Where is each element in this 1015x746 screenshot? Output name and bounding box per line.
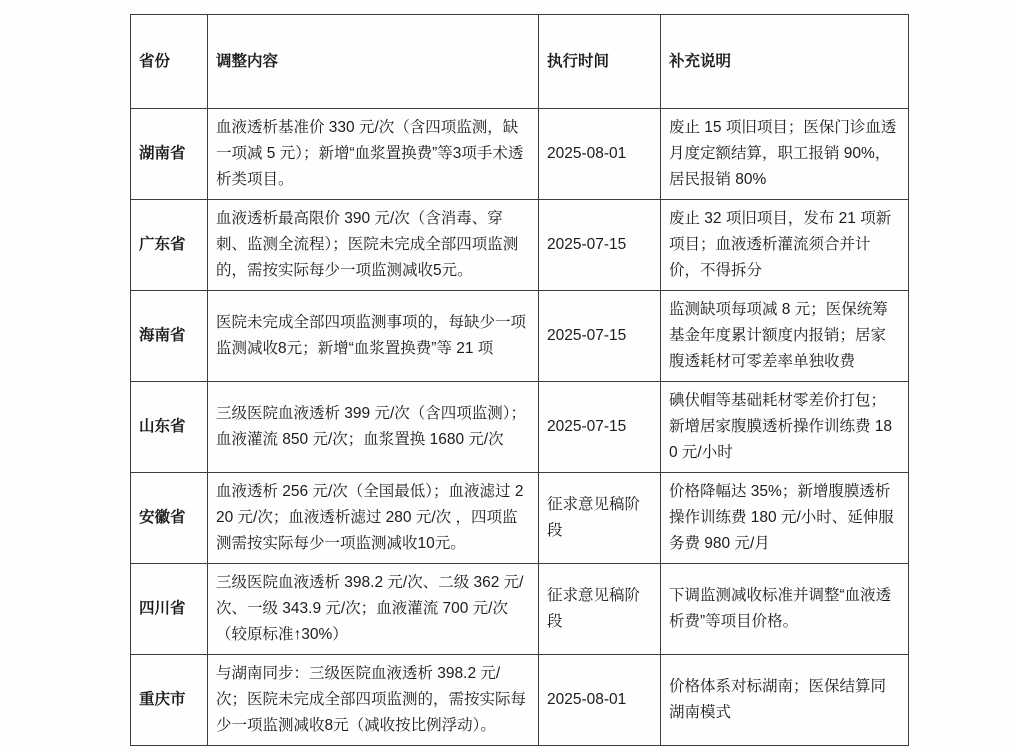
cell-adjustment: 血液透析基准价 330 元/次（含四项监测，缺一项减 5 元）；新增“血浆置换费”等3项手术透析类项目。 [208,109,539,200]
cell-province: 四川省 [131,564,208,655]
cell-time: 2025-07-15 [539,382,661,473]
header-notes: 补充说明 [661,15,909,109]
cell-notes: 价格降幅达 35%；新增腹膜透析操作训练费 180 元/小时、延伸服务费 980 元/月 [661,473,909,564]
cell-province: 海南省 [131,291,208,382]
cell-adjustment: 血液透析 256 元/次（全国最低）；血液滤过 220 元/次；血液透析滤过 280 元/次 ，四项监测需按实际每少一项监测减收10元。 [208,473,539,564]
cell-province: 山东省 [131,382,208,473]
cell-notes: 监测缺项每项减 8 元；医保统筹基金年度累计额度内报销；居家腹透耗材可零差率单独收费 [661,291,909,382]
cell-adjustment: 医院未完成全部四项监测事项的，每缺少一项监测减收8元；新增“血浆置换费”等 21 项 [208,291,539,382]
table-row [131,291,909,382]
cell-notes: 废止 15 项旧项目；医保门诊血透月度定额结算，职工报销 90%，居民报销 80% [661,109,909,200]
cell-time: 2025-07-15 [539,200,661,291]
table-row [131,473,909,564]
cell-time: 2025-07-15 [539,291,661,382]
table-row [131,564,909,655]
cell-adjustment: 三级医院血液透析 398.2 元/次、二级 362 元/次、一级 343.9 元/次；血液灌流 700 元/次（较原标准↑30%） [208,564,539,655]
cell-adjustment: 血液透析最高限价 390 元/次（含消毒、穿刺、监测全流程）；医院未完成全部四项监测的，需按实际每少一项监测减收5元。 [208,200,539,291]
table-row [131,109,909,200]
cell-notes: 废止 32 项旧项目，发布 21 项新项目；血液透析灌流须合并计价，不得拆分 [661,200,909,291]
cell-adjustment: 三级医院血液透析 399 元/次（含四项监测）；血液灌流 850 元/次；血浆置换 1680 元/次 [208,382,539,473]
header-time: 执行时间 [539,15,661,109]
table-row [131,655,909,746]
dialysis-price-table-wrap [130,14,908,746]
cell-province: 湖南省 [131,109,208,200]
cell-notes: 下调监测减收标准并调整“血液透析费”等项目价格。 [661,564,909,655]
cell-notes: 价格体系对标湖南；医保结算同湖南模式 [661,655,909,746]
table-row [131,382,909,473]
cell-province: 重庆市 [131,655,208,746]
cell-time: 征求意见稿阶段 [539,564,661,655]
cell-notes: 碘伏帽等基础耗材零差价打包；新增居家腹膜透析操作训练费 180 元/小时 [661,382,909,473]
header-province: 省份 [131,15,208,109]
cell-adjustment: 与湖南同步：三级医院血液透析 398.2 元/次；医院未完成全部四项监测的，需按实际每少一项监测减收8元（减收按比例浮动）。 [208,655,539,746]
table-body [131,109,909,746]
table-row [131,200,909,291]
cell-province: 安徽省 [131,473,208,564]
cell-province: 广东省 [131,200,208,291]
header-adjustment: 调整内容 [208,15,539,109]
cell-time: 2025-08-01 [539,655,661,746]
header-row [131,15,909,109]
cell-time: 2025-08-01 [539,109,661,200]
cell-time: 征求意见稿阶段 [539,473,661,564]
dialysis-price-table [130,14,909,746]
